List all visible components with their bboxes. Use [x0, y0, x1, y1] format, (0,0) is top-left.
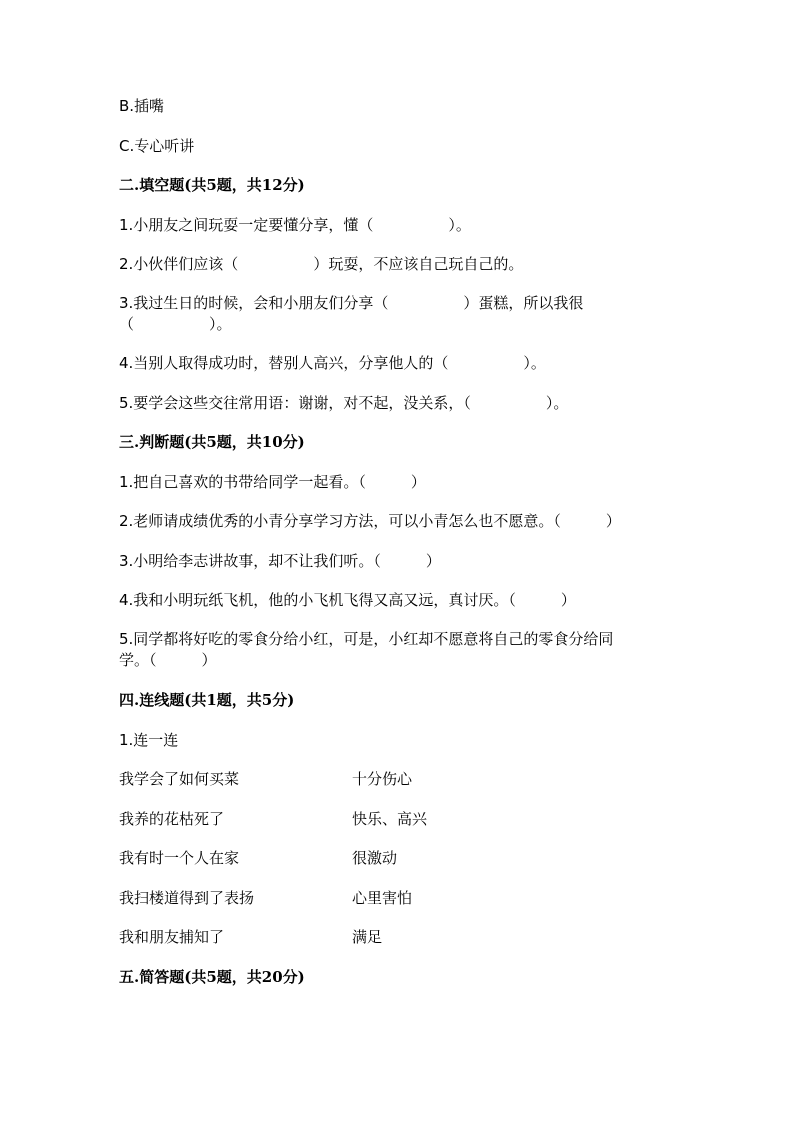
- match-question-1: 1.连一连: [119, 731, 179, 749]
- match-left-item: 我和朋友捕知了: [119, 928, 225, 946]
- judge-question-1: 1.把自己喜欢的书带给同学一起看。（ ）: [119, 473, 426, 491]
- judge-question-3: 3.小明给李志讲故事，却不让我们听。（ ）: [119, 552, 441, 570]
- section-2-heading: 二.填空题(共5题，共12分): [119, 176, 305, 194]
- fill-question-3-line-2: （ ）。: [119, 315, 232, 333]
- match-left-item: 我扫楼道得到了表扬: [119, 889, 255, 907]
- fill-question-5: 5.要学会这些交往常用语：谢谢，对不起，没关系，（ ）。: [119, 394, 569, 412]
- judge-question-5-line-1: 5.同学都将好吃的零食分给小红，可是，小红却不愿意将自己的零食分给同: [119, 630, 614, 648]
- judge-question-5-line-2: 学。（ ）: [119, 651, 217, 669]
- fill-question-4: 4.当别人取得成功时，替别人高兴，分享他人的（ ）。: [119, 354, 546, 372]
- fill-question-3-line-1: 3.我过生日的时候，会和小朋友们分享（ ）蛋糕，所以我很: [119, 294, 584, 312]
- match-left-item: 我有时一个人在家: [119, 849, 240, 867]
- section-5-heading: 五.简答题(共5题，共20分): [119, 968, 305, 986]
- fill-question-1: 1.小朋友之间玩耍一定要懂分享，懂（ ）。: [119, 216, 471, 234]
- match-right-item: 满足: [352, 928, 383, 946]
- match-left-item: 我学会了如何买菜: [119, 770, 240, 788]
- judge-question-2: 2.老师请成绩优秀的小青分享学习方法，可以小青怎么也不愿意。（ ）: [119, 512, 621, 530]
- match-right-item: 很激动: [352, 849, 398, 867]
- match-left-item: 我养的花枯死了: [119, 810, 225, 828]
- match-right-item: 快乐、高兴: [352, 810, 428, 828]
- option-b: B.插嘴: [119, 97, 165, 115]
- option-c: C.专心听讲: [119, 137, 195, 155]
- match-right-item: 心里害怕: [352, 889, 413, 907]
- section-4-heading: 四.连线题(共1题，共5分): [119, 691, 295, 709]
- match-right-item: 十分伤心: [352, 770, 413, 788]
- judge-question-4: 4.我和小明玩纸飞机，他的小飞机飞得又高又远，真讨厌。（ ）: [119, 591, 576, 609]
- fill-question-2: 2.小伙伴们应该（ ）玩耍，不应该自己玩自己的。: [119, 255, 524, 273]
- section-3-heading: 三.判断题(共5题，共10分): [119, 433, 305, 451]
